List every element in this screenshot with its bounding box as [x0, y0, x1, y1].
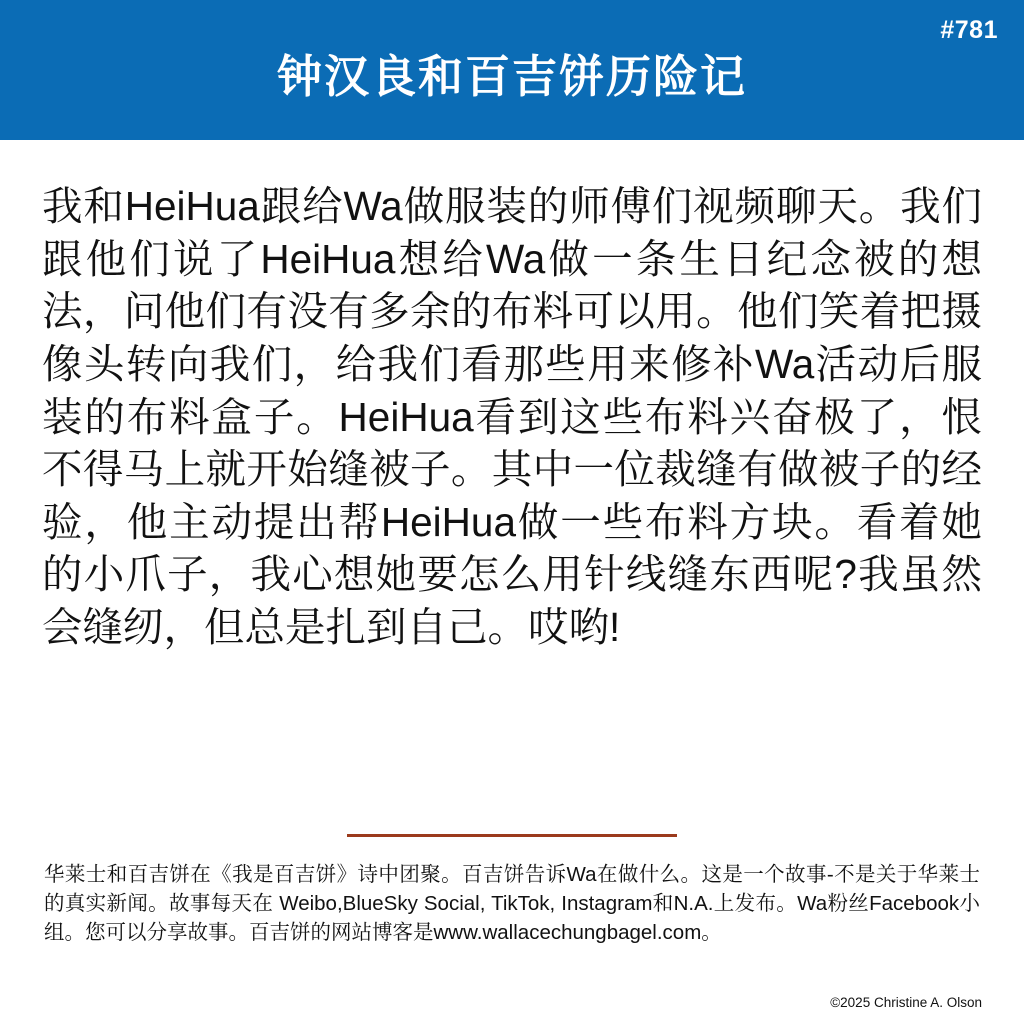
footer-disclaimer: 华莱士和百吉饼在《我是百吉饼》诗中团聚。百吉饼告诉Wa在做什么。这是一个故事-不是关于华莱士的真实新闻。故事每天在 Weibo,BlueSky Social, TikTok, Instagram和N.A.上发布。Wa粉丝Facebook小组。您可以分享故事。百吉饼的网站博客是www.wallacechungbagel.com。	[44, 863, 980, 945]
page-header	[0, 0, 1024, 140]
page-footer	[0, 824, 1024, 1024]
page-body	[0, 140, 1024, 1024]
issue-number: #781	[940, 16, 998, 44]
story-text: 我和HeiHua跟给Wa做服装的师傅们视频聊天。我们跟他们说了HeiHua想给Wa做一条生日纪念被的想法，问他们有没有多余的布料可以用。他们笑着把摄像头转向我们，给我们看那些用来修补Wa活动后服装的布料盒子。HeiHua看到这些布料兴奋极了，恨不得马上就开始缝被子。其中一位裁缝有做被子的经验，他主动提出帮HeiHua做一些布料方块。看着她的小爪子，我心想她要怎么用针线缝东西呢?我虽然会缝纫，但总是扎到自己。哎哟!	[42, 183, 982, 651]
page-title: 钟汉良和百吉饼历险记	[276, 51, 747, 102]
copyright-notice: ©2025 Christine A. Olson	[830, 995, 982, 1010]
footer-divider	[347, 834, 677, 837]
